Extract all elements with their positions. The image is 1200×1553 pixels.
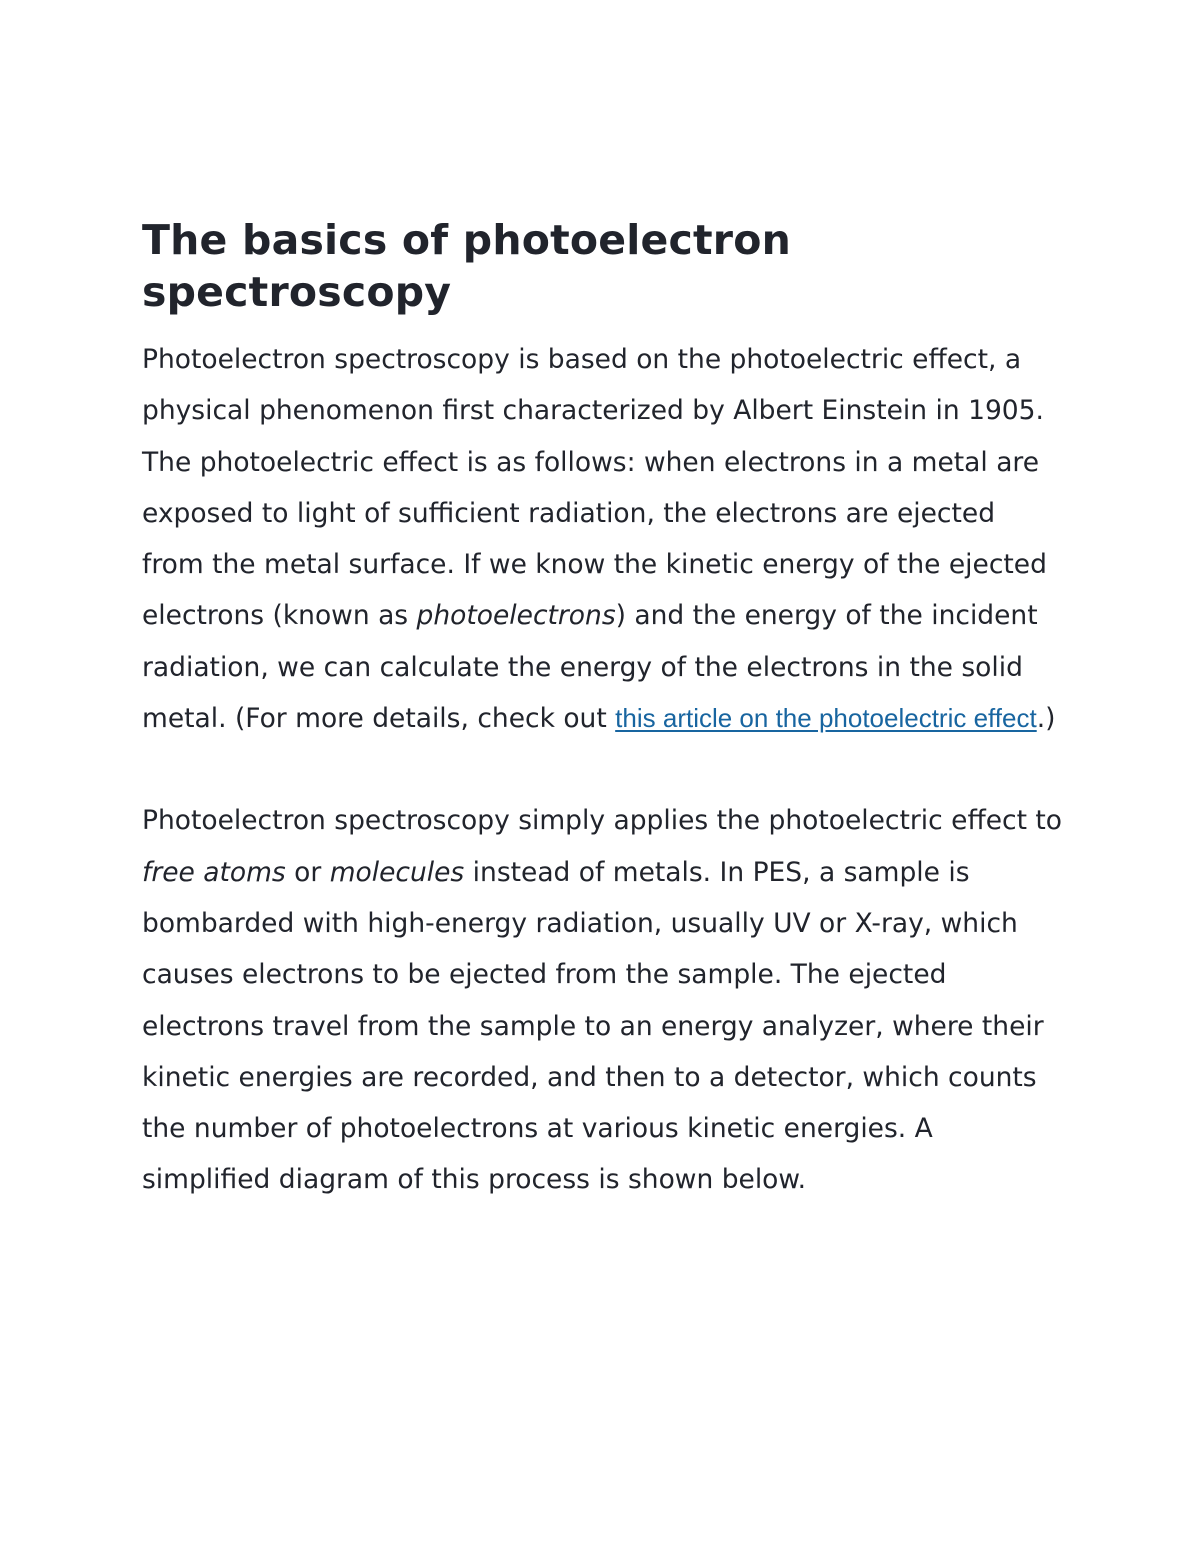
paragraph-pes-process xyxy=(142,795,1062,1205)
paragraph-photoelectric-effect xyxy=(142,334,1062,744)
paragraph-2-italic-free-atoms: free atoms xyxy=(142,856,286,888)
paragraph-2-text-b: or xyxy=(285,856,330,888)
paragraph-1-italic-photoelectrons: photoelectrons xyxy=(416,600,616,632)
paragraph-2-text-c: instead of metals. In PES, a sample is bombarded with high-energy radiation, usually UV or X-ray, which causes electrons to be ejected from the sample. The ejected electrons travel from the sample to an energy analyzer, where their kinetic energies are recorded, and then to a detector, which counts the number of photoelectrons at various kinetic energies. A simplified diagram of this process is shown below. xyxy=(142,856,1044,1196)
paragraph-2-italic-molecules: molecules xyxy=(329,856,465,888)
paragraph-1-text-c: .) xyxy=(1036,703,1056,735)
photoelectric-effect-article-link[interactable]: this article on the photoelectric effect xyxy=(615,703,1037,734)
paragraph-1-text-b: ) and the energy of the incident radiation, we can calculate the energy of the electrons in the solid metal. (For more details, check out xyxy=(142,600,1038,735)
document-page xyxy=(142,214,1062,1206)
page-title: The basics of photoelectron spectroscopy xyxy=(142,216,791,316)
paragraph-2-text-a: Photoelectron spectroscopy simply applies the photoelectric effect to xyxy=(142,805,1062,837)
paragraph-1-text-a: Photoelectron spectroscopy is based on the photoelectric effect, a physical phenomenon first characterized by Albert Einstein in 1905. The photoelectric effect is as follows: when electrons in a metal are exposed to light of sufficient radiation, the electrons are ejected from the metal surface. If we know the kinetic energy of the ejected electrons (known as xyxy=(142,344,1047,632)
